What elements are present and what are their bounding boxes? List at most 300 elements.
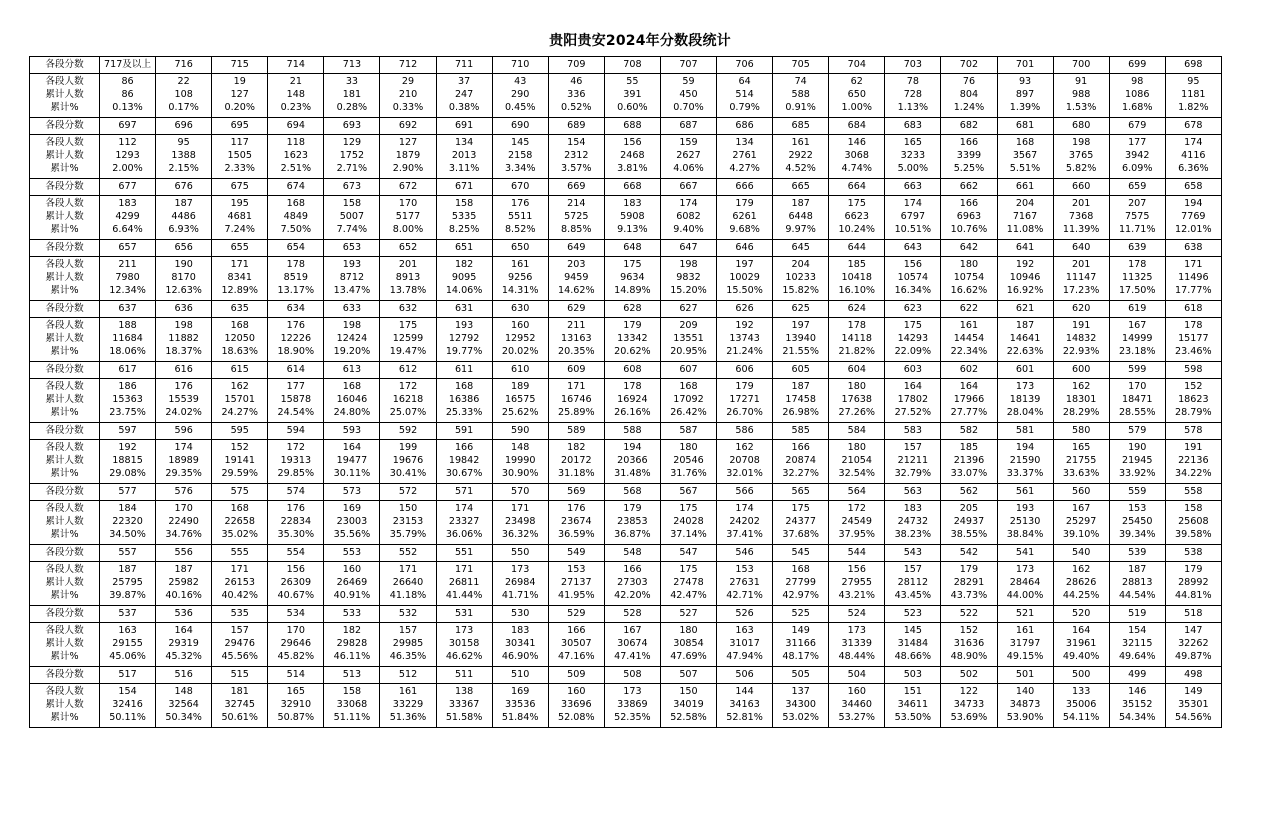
count-value: 193 bbox=[1015, 503, 1035, 515]
count-value: 198 bbox=[1071, 137, 1091, 149]
score-cell: 556 bbox=[156, 545, 212, 562]
percent-value: 5.00% bbox=[897, 162, 929, 174]
percent-value: 6.64% bbox=[112, 223, 143, 235]
score-cell: 529 bbox=[548, 606, 604, 623]
cumulative-value: 210 bbox=[398, 89, 418, 101]
score-label: 各段分数 bbox=[30, 606, 100, 623]
count-value: 175 bbox=[847, 198, 866, 210]
count-value: 182 bbox=[454, 259, 474, 271]
stats-cell bbox=[436, 318, 492, 362]
score-cell: 540 bbox=[1053, 545, 1109, 562]
percent-value: 42.97% bbox=[782, 589, 819, 601]
percent-value: 8.52% bbox=[504, 223, 536, 235]
percent-value: 0.17% bbox=[168, 101, 199, 113]
score-cell: 519 bbox=[1109, 606, 1165, 623]
stats-cell bbox=[212, 562, 268, 606]
cumulative-value: 32416 bbox=[112, 699, 143, 711]
count-value: 163 bbox=[735, 625, 754, 637]
stats-cell bbox=[436, 74, 492, 118]
score-cell: 640 bbox=[1053, 240, 1109, 257]
stats-cell bbox=[268, 379, 324, 423]
cumulative-value: 3942 bbox=[1125, 150, 1150, 162]
score-cell: 569 bbox=[548, 484, 604, 501]
cumulative-value: 19676 bbox=[392, 455, 424, 467]
cumulative-value: 5511 bbox=[507, 211, 533, 223]
stats-cell bbox=[436, 440, 492, 484]
cumulative-value: 22834 bbox=[280, 516, 312, 528]
cumulative-value: 3399 bbox=[956, 150, 982, 162]
count-value: 151 bbox=[903, 686, 923, 698]
stats-cell bbox=[156, 379, 212, 423]
stats-cell bbox=[100, 74, 156, 118]
percent-value: 3.57% bbox=[561, 162, 592, 174]
score-cell: 582 bbox=[941, 423, 997, 440]
score-cell: 568 bbox=[604, 484, 660, 501]
count-value: 118 bbox=[286, 137, 305, 149]
score-cell: 508 bbox=[604, 667, 660, 684]
cumulative-value: 34460 bbox=[841, 699, 873, 711]
cumulative-value: 1293 bbox=[115, 150, 140, 162]
cumulative-value: 32115 bbox=[1121, 638, 1153, 650]
stats-cell bbox=[492, 623, 548, 667]
percent-label: 累计% bbox=[50, 101, 79, 113]
stats-cell bbox=[941, 379, 997, 423]
cumulative-value: 31339 bbox=[841, 638, 873, 650]
stats-cell bbox=[1053, 379, 1109, 423]
stats-cell bbox=[212, 440, 268, 484]
score-label: 各段分数 bbox=[30, 362, 100, 379]
stats-cell bbox=[660, 501, 716, 545]
count-value: 55 bbox=[626, 76, 639, 88]
score-cell: 520 bbox=[1053, 606, 1109, 623]
cumulative-value: 18139 bbox=[1009, 394, 1041, 406]
stats-cell bbox=[1109, 196, 1165, 240]
count-value: 178 bbox=[1184, 320, 1203, 332]
stats-cell bbox=[268, 562, 324, 606]
score-cell: 625 bbox=[773, 301, 829, 318]
count-value: 192 bbox=[118, 442, 137, 454]
count-value: 204 bbox=[1015, 198, 1035, 210]
count-value: 182 bbox=[342, 625, 362, 637]
stats-cell bbox=[885, 684, 941, 728]
score-cell: 684 bbox=[829, 118, 885, 135]
count-value: 181 bbox=[230, 686, 249, 698]
stats-cell bbox=[941, 74, 997, 118]
score-cell: 580 bbox=[1053, 423, 1109, 440]
score-cell: 655 bbox=[212, 240, 268, 257]
stats-cell bbox=[1109, 379, 1165, 423]
count-value: 175 bbox=[398, 320, 418, 332]
count-value: 184 bbox=[118, 503, 137, 515]
percent-value: 31.76% bbox=[670, 467, 707, 479]
stats-cell bbox=[436, 623, 492, 667]
percent-value: 19.77% bbox=[445, 345, 483, 357]
stats-cell bbox=[1053, 74, 1109, 118]
cumulative-value: 29828 bbox=[336, 638, 368, 650]
cumulative-label: 累计人数 bbox=[45, 455, 84, 467]
count-value: 148 bbox=[174, 686, 193, 698]
percent-value: 0.33% bbox=[392, 101, 424, 113]
stats-labels bbox=[30, 562, 100, 606]
count-value: 149 bbox=[791, 625, 810, 637]
cumulative-value: 21590 bbox=[1009, 455, 1041, 467]
percent-value: 10.76% bbox=[950, 223, 988, 235]
percent-value: 51.58% bbox=[445, 711, 483, 723]
score-cell: 578 bbox=[1165, 423, 1221, 440]
stats-cell bbox=[548, 318, 604, 362]
percent-value: 45.32% bbox=[165, 650, 202, 662]
stats-labels bbox=[30, 135, 100, 179]
score-cell: 595 bbox=[212, 423, 268, 440]
cumulative-value: 16386 bbox=[448, 394, 480, 406]
score-cell: 674 bbox=[268, 179, 324, 196]
count-label: 各段人数 bbox=[45, 503, 84, 515]
cumulative-value: 5908 bbox=[620, 211, 645, 223]
percent-value: 45.56% bbox=[221, 650, 259, 662]
score-cell: 620 bbox=[1053, 301, 1109, 318]
stats-cell bbox=[1053, 257, 1109, 301]
cumulative-value: 10754 bbox=[953, 272, 985, 284]
percent-value: 9.97% bbox=[785, 223, 816, 235]
score-cell: 586 bbox=[717, 423, 773, 440]
cumulative-value: 5177 bbox=[395, 211, 421, 223]
count-value: 22 bbox=[177, 76, 190, 88]
stats-row bbox=[30, 623, 1222, 667]
score-cell: 562 bbox=[941, 484, 997, 501]
cumulative-value: 29646 bbox=[280, 638, 312, 650]
percent-value: 3.81% bbox=[617, 162, 648, 174]
score-cell: 515 bbox=[212, 667, 268, 684]
cumulative-value: 13342 bbox=[617, 333, 648, 345]
cumulative-value: 34019 bbox=[673, 699, 704, 711]
score-cell: 546 bbox=[717, 545, 773, 562]
score-cell: 639 bbox=[1109, 240, 1165, 257]
score-cell: 598 bbox=[1165, 362, 1221, 379]
cumulative-value: 13551 bbox=[673, 333, 704, 345]
stats-cell bbox=[941, 196, 997, 240]
score-cell: 509 bbox=[548, 667, 604, 684]
score-cell: 670 bbox=[492, 179, 548, 196]
count-value: 153 bbox=[567, 564, 586, 576]
cumulative-value: 26469 bbox=[336, 577, 368, 589]
stats-cell bbox=[492, 257, 548, 301]
count-value: 205 bbox=[959, 503, 979, 515]
stats-cell bbox=[997, 135, 1053, 179]
stats-cell bbox=[156, 196, 212, 240]
cumulative-value: 29155 bbox=[112, 638, 143, 650]
stats-cell bbox=[604, 196, 660, 240]
percent-value: 33.37% bbox=[1006, 467, 1044, 479]
score-cell: 658 bbox=[1165, 179, 1221, 196]
score-label: 各段分数 bbox=[30, 423, 100, 440]
stats-cell bbox=[829, 74, 885, 118]
score-cell: 585 bbox=[773, 423, 829, 440]
score-cell: 603 bbox=[885, 362, 941, 379]
count-value: 95 bbox=[177, 137, 190, 149]
stats-cell bbox=[492, 440, 548, 484]
percent-value: 22.63% bbox=[1006, 345, 1044, 357]
percent-label: 累计% bbox=[50, 162, 79, 174]
score-cell: 526 bbox=[717, 606, 773, 623]
count-value: 146 bbox=[847, 137, 866, 149]
score-cell: 553 bbox=[324, 545, 380, 562]
percent-value: 30.67% bbox=[445, 467, 483, 479]
stats-cell bbox=[492, 562, 548, 606]
score-cell: 613 bbox=[324, 362, 380, 379]
cumulative-label: 累计人数 bbox=[45, 333, 84, 345]
score-cell: 530 bbox=[492, 606, 548, 623]
score-cell: 621 bbox=[997, 301, 1053, 318]
percent-value: 36.87% bbox=[614, 528, 651, 540]
count-value: 185 bbox=[959, 442, 979, 454]
percent-value: 26.70% bbox=[726, 406, 763, 418]
count-value: 134 bbox=[454, 137, 474, 149]
score-cell: 608 bbox=[604, 362, 660, 379]
stats-cell bbox=[604, 74, 660, 118]
cumulative-value: 32564 bbox=[168, 699, 199, 711]
stats-cell bbox=[212, 318, 268, 362]
cumulative-value: 8913 bbox=[395, 272, 421, 284]
cumulative-value: 24028 bbox=[673, 516, 704, 528]
score-cell: 538 bbox=[1165, 545, 1221, 562]
cumulative-value: 2468 bbox=[620, 150, 645, 162]
score-header-row bbox=[30, 484, 1222, 501]
score-cell: 706 bbox=[717, 57, 773, 74]
percent-value: 13.47% bbox=[333, 284, 371, 296]
percent-value: 22.34% bbox=[950, 345, 988, 357]
stats-cell bbox=[548, 379, 604, 423]
cumulative-value: 22136 bbox=[1178, 455, 1209, 467]
cumulative-value: 7769 bbox=[1181, 211, 1206, 223]
score-cell: 663 bbox=[885, 179, 941, 196]
score-header-row bbox=[30, 240, 1222, 257]
score-cell: 636 bbox=[156, 301, 212, 318]
score-cell: 654 bbox=[268, 240, 324, 257]
count-value: 164 bbox=[903, 381, 923, 393]
percent-value: 0.52% bbox=[561, 101, 592, 113]
stats-cell bbox=[380, 440, 436, 484]
cumulative-value: 728 bbox=[903, 89, 923, 101]
stats-cell bbox=[717, 318, 773, 362]
count-value: 172 bbox=[847, 503, 866, 515]
cumulative-label: 累计人数 bbox=[45, 150, 84, 162]
cumulative-value: 3765 bbox=[1068, 150, 1094, 162]
score-cell: 633 bbox=[324, 301, 380, 318]
percent-value: 23.75% bbox=[109, 406, 146, 418]
percent-value: 9.68% bbox=[729, 223, 760, 235]
count-value: 95 bbox=[1187, 76, 1200, 88]
cumulative-value: 28813 bbox=[1121, 577, 1153, 589]
cumulative-value: 20708 bbox=[729, 455, 760, 467]
count-value: 187 bbox=[174, 564, 193, 576]
count-value: 91 bbox=[1075, 76, 1088, 88]
cumulative-value: 24377 bbox=[785, 516, 816, 528]
cumulative-value: 31636 bbox=[953, 638, 985, 650]
count-value: 144 bbox=[735, 686, 754, 698]
score-cell: 512 bbox=[380, 667, 436, 684]
score-cell: 542 bbox=[941, 545, 997, 562]
percent-value: 51.84% bbox=[501, 711, 539, 723]
percent-value: 25.89% bbox=[558, 406, 595, 418]
percent-value: 54.11% bbox=[1062, 711, 1100, 723]
percent-value: 47.69% bbox=[670, 650, 707, 662]
cumulative-value: 26811 bbox=[448, 577, 480, 589]
score-cell: 539 bbox=[1109, 545, 1165, 562]
percent-value: 37.41% bbox=[726, 528, 763, 540]
count-value: 129 bbox=[342, 137, 362, 149]
stats-cell bbox=[773, 74, 829, 118]
score-cell: 682 bbox=[941, 118, 997, 135]
score-cell: 600 bbox=[1053, 362, 1109, 379]
percent-value: 36.06% bbox=[445, 528, 483, 540]
stats-row bbox=[30, 501, 1222, 545]
percent-value: 40.67% bbox=[277, 589, 315, 601]
cumulative-value: 24732 bbox=[897, 516, 929, 528]
cumulative-value: 10574 bbox=[897, 272, 929, 284]
score-cell: 615 bbox=[212, 362, 268, 379]
percent-value: 40.91% bbox=[333, 589, 371, 601]
stats-cell bbox=[268, 318, 324, 362]
cumulative-value: 34300 bbox=[785, 699, 816, 711]
score-cell: 700 bbox=[1053, 57, 1109, 74]
percent-value: 34.22% bbox=[1175, 467, 1212, 479]
count-value: 170 bbox=[174, 503, 193, 515]
percent-value: 50.61% bbox=[221, 711, 259, 723]
stats-cell bbox=[1165, 257, 1221, 301]
cumulative-value: 5335 bbox=[451, 211, 477, 223]
score-cell: 567 bbox=[660, 484, 716, 501]
count-value: 59 bbox=[682, 76, 695, 88]
cumulative-value: 34873 bbox=[1009, 699, 1041, 711]
cumulative-value: 6797 bbox=[900, 211, 926, 223]
stats-cell bbox=[997, 623, 1053, 667]
count-value: 154 bbox=[118, 686, 137, 698]
count-value: 169 bbox=[511, 686, 530, 698]
percent-value: 48.44% bbox=[838, 650, 876, 662]
score-cell: 499 bbox=[1109, 667, 1165, 684]
cumulative-value: 18989 bbox=[168, 455, 199, 467]
stats-cell bbox=[380, 379, 436, 423]
count-label: 各段人数 bbox=[45, 198, 84, 210]
count-value: 168 bbox=[230, 320, 249, 332]
score-cell: 710 bbox=[492, 57, 548, 74]
stats-cell bbox=[829, 318, 885, 362]
cumulative-value: 22320 bbox=[112, 516, 143, 528]
cumulative-value: 8712 bbox=[339, 272, 365, 284]
score-cell: 649 bbox=[548, 240, 604, 257]
percent-value: 14.31% bbox=[501, 284, 539, 296]
score-cell: 645 bbox=[773, 240, 829, 257]
score-cell: 560 bbox=[1053, 484, 1109, 501]
score-cell: 597 bbox=[100, 423, 156, 440]
count-value: 170 bbox=[398, 198, 418, 210]
score-cell: 677 bbox=[100, 179, 156, 196]
percent-value: 2.51% bbox=[280, 162, 312, 174]
percent-value: 32.79% bbox=[894, 467, 932, 479]
percent-value: 33.63% bbox=[1062, 467, 1100, 479]
count-value: 178 bbox=[286, 259, 305, 271]
count-value: 175 bbox=[903, 320, 923, 332]
count-value: 162 bbox=[735, 442, 754, 454]
cumulative-value: 11684 bbox=[112, 333, 143, 345]
percent-value: 54.56% bbox=[1175, 711, 1212, 723]
count-label: 各段人数 bbox=[45, 686, 84, 698]
percent-value: 16.62% bbox=[950, 284, 988, 296]
score-label: 各段分数 bbox=[30, 179, 100, 196]
percent-label: 累计% bbox=[50, 650, 79, 662]
cumulative-value: 31484 bbox=[897, 638, 929, 650]
stats-cell bbox=[548, 440, 604, 484]
count-value: 127 bbox=[398, 137, 418, 149]
score-cell: 513 bbox=[324, 667, 380, 684]
stats-cell bbox=[997, 379, 1053, 423]
count-value: 198 bbox=[679, 259, 698, 271]
score-label: 各段分数 bbox=[30, 240, 100, 257]
count-value: 86 bbox=[121, 76, 134, 88]
cumulative-value: 33229 bbox=[392, 699, 424, 711]
stats-cell bbox=[380, 501, 436, 545]
count-value: 175 bbox=[679, 503, 698, 515]
percent-value: 46.11% bbox=[333, 650, 371, 662]
score-cell: 594 bbox=[268, 423, 324, 440]
count-value: 156 bbox=[903, 259, 923, 271]
percent-value: 30.90% bbox=[501, 467, 539, 479]
stats-cell bbox=[324, 562, 380, 606]
score-cell: 551 bbox=[436, 545, 492, 562]
stats-cell bbox=[324, 379, 380, 423]
stats-cell bbox=[324, 501, 380, 545]
score-cell: 571 bbox=[436, 484, 492, 501]
cumulative-value: 17638 bbox=[841, 394, 873, 406]
cumulative-value: 15177 bbox=[1178, 333, 1209, 345]
count-value: 179 bbox=[1184, 564, 1203, 576]
count-value: 160 bbox=[511, 320, 530, 332]
cumulative-value: 24549 bbox=[841, 516, 873, 528]
cumulative-value: 12952 bbox=[504, 333, 536, 345]
percent-value: 49.87% bbox=[1175, 650, 1212, 662]
cumulative-value: 588 bbox=[791, 89, 810, 101]
stats-cell bbox=[492, 684, 548, 728]
stats-cell bbox=[156, 74, 212, 118]
percent-value: 32.01% bbox=[726, 467, 763, 479]
count-value: 164 bbox=[342, 442, 362, 454]
count-value: 180 bbox=[679, 625, 698, 637]
percent-value: 33.07% bbox=[950, 467, 988, 479]
percent-value: 20.35% bbox=[558, 345, 595, 357]
cumulative-value: 9634 bbox=[620, 272, 645, 284]
percent-value: 0.38% bbox=[448, 101, 480, 113]
percent-value: 39.87% bbox=[109, 589, 146, 601]
percent-value: 8.85% bbox=[561, 223, 592, 235]
percent-value: 19.20% bbox=[333, 345, 371, 357]
cumulative-value: 35301 bbox=[1178, 699, 1209, 711]
score-cell: 641 bbox=[997, 240, 1053, 257]
cumulative-value: 19842 bbox=[448, 455, 480, 467]
score-cell: 523 bbox=[885, 606, 941, 623]
cumulative-value: 12424 bbox=[336, 333, 368, 345]
count-value: 192 bbox=[735, 320, 754, 332]
cumulative-value: 25450 bbox=[1121, 516, 1153, 528]
cumulative-value: 30507 bbox=[561, 638, 592, 650]
score-cell: 536 bbox=[156, 606, 212, 623]
cumulative-value: 8519 bbox=[283, 272, 309, 284]
score-cell: 514 bbox=[268, 667, 324, 684]
stats-cell bbox=[604, 684, 660, 728]
score-cell: 503 bbox=[885, 667, 941, 684]
count-value: 174 bbox=[1184, 137, 1203, 149]
percent-value: 9.40% bbox=[673, 223, 704, 235]
cumulative-value: 31166 bbox=[785, 638, 816, 650]
